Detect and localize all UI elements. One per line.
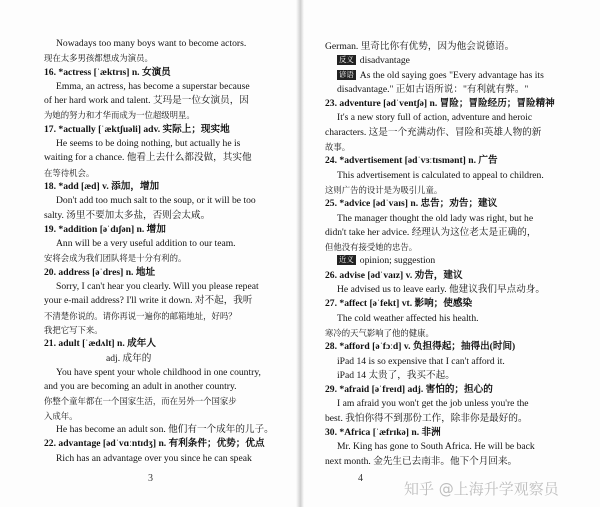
left-text-line: 现在太多男孩都想成为演员。 — [44, 53, 153, 64]
left-text-line: 21. adult [ˈædʌlt] n. 成年人 — [44, 338, 156, 350]
right-text-line: It's a new story full of action, adventure and heroic — [337, 112, 533, 124]
left-text-line: adj. 成年的 — [106, 352, 152, 364]
right-text-line: The cold weather affected his health. — [337, 312, 479, 324]
right-text-line: best. 我怕你得不到那份工作，除非你是最好的。 — [325, 412, 528, 424]
left-text-line: Rich has an advantage over you since he can speak — [56, 452, 252, 464]
left-text-line: salty. 汤里不要加太多盐，否则会太咸。 — [44, 209, 211, 221]
right-text-line: German. 里奇比你有优势，因为他会说德语。 — [325, 41, 515, 52]
left-text-line: Emma, an actress, has become a superstar because — [56, 80, 250, 92]
left-text-line: 16. *actress [ˈæktrɪs] n. 女演员 — [44, 66, 171, 78]
left-text-line: 入成年。 — [44, 410, 78, 421]
right-text-line: This advertisement is calculated to appeal to children. — [337, 169, 544, 181]
page-number-right: 4 — [358, 473, 363, 484]
left-text-line: 为她的努力和才华而成为一位超级明星。 — [44, 110, 195, 121]
page-number-left: 3 — [148, 473, 153, 484]
right-text-line: iPad 14 is so expensive that I can't afford it. — [337, 355, 505, 367]
right-text-line — [325, 254, 575, 268]
right-text-line: 寒冷的天气影响了他的健康。 — [325, 327, 434, 338]
label-tag: 谚语 — [339, 69, 354, 79]
left-text-line: 你整个童年都在一个国家生活，而在另外一个国家步 — [44, 396, 237, 407]
right-text-line: I am afraid you won't get the job unless you're the — [337, 398, 529, 410]
left-text-line: 不清楚你说的。请你再说一遍你的邮箱地址，好吗？ — [44, 310, 237, 321]
right-page-text — [325, 40, 575, 469]
left-text-line: 在等待机会。 — [44, 167, 95, 178]
right-text-line: 24. *advertisement [ədˈvɜːtɪsmənt] n. 广告 — [325, 155, 498, 167]
left-text-line: of her hard work and talent. 艾玛是一位女演员，因 — [44, 95, 249, 107]
right-text-line: 23. adventure [ədˈventʃə] n. 冒险；冒险经历；冒险精神 — [325, 98, 555, 110]
right-text-line: 25. *advice [ədˈvaɪs] n. 忠告；劝告；建议 — [325, 198, 498, 210]
right-text-line: 28. *afford [əˈfɔːd] v. 负担得起；抽得出(时间) — [325, 341, 516, 353]
left-text-line: 17. *actually [ˈæktʃuəli] adv. 实际上；现实地 — [44, 123, 230, 135]
left-text-line: He has become an adult son. 他们有一个成年的儿子。 — [56, 424, 274, 436]
left-page-text — [44, 37, 276, 466]
right-text-line: 故事。 — [325, 142, 351, 153]
left-text-line: You have spent your whole childhood in one country, — [56, 366, 261, 378]
right-text-line: 30. *Africa [ˈæfrɪkə] n. 非洲 — [325, 427, 441, 439]
right-text-line — [325, 54, 575, 68]
right-text-line: 29. *afraid [əˈfreɪd] adj. 害怕的；担心的 — [325, 384, 493, 396]
right-text-line: didn't take her advice. 经理认为这位老太是正确的， — [325, 226, 537, 238]
left-text-line: your e-mail address? I'll write it down. 对不起，我听 — [44, 295, 253, 307]
right-text-line: Mr. King has gone to South Africa. He will be back — [337, 441, 535, 453]
tag-text: opinion; suggestion — [359, 255, 436, 267]
right-text-line: The manager thought the old lady was right, but he — [337, 212, 534, 224]
left-text-line: Nowadays too many boys want to become actors. — [56, 38, 247, 49]
right-text-line: He advised us to leave early. 他建议我们早点动身。 — [337, 284, 545, 296]
right-page — [300, 0, 600, 507]
book-gutter — [296, 0, 304, 507]
left-text-line: Ann will be a very useful addition to our team. — [56, 238, 236, 250]
left-text-line: 20. address [əˈdres] n. 地址 — [44, 266, 156, 278]
right-text-line: disadvantage." 正如古语所说："有利就有弊。" — [337, 83, 529, 95]
right-text-line: 这则广告的设计是为吸引儿童。 — [325, 184, 443, 195]
left-text-line: 安将会成为我们团队将是十分有利的。 — [44, 253, 187, 264]
right-text-line — [325, 69, 575, 83]
left-text-line: 22. advantage [ədˈvɑːntɪdʒ] n. 有利条件；优势；优点 — [44, 438, 265, 450]
right-text-line: next month. 金先生已去南非。他下个月回来。 — [325, 455, 518, 467]
left-text-line: waiting for a chance. 他看上去什么都没做，其实他 — [44, 152, 252, 164]
right-text-line: characters. 这是一个充满动作、冒险和英雄人物的新 — [325, 126, 542, 138]
right-text-line: 26. advise [ədˈvaɪz] v. 劝告，建议 — [325, 269, 463, 281]
left-text-line: and you are becoming an adult in another country. — [44, 381, 237, 393]
tag-text: As the old saying goes "Every advantage has its — [359, 69, 544, 81]
left-text-line: 19. *addition [əˈdɪʃən] n. 增加 — [44, 223, 166, 235]
watermark: 知乎 @上海升学观察员 — [404, 480, 559, 498]
right-text-line: iPad 14 太贵了，我买不起。 — [337, 369, 455, 381]
right-text-line: 但他没有接受她的忠告。 — [325, 242, 418, 253]
right-text-line: 27. *affect [əˈfekt] vt. 影响；使感染 — [325, 298, 473, 310]
left-text-line: Sorry, I can't hear you clearly. Will you please repeat — [56, 281, 259, 293]
left-text-line: 18. *add [æd] v. 添加，增加 — [44, 180, 160, 192]
left-text-line: He seems to be doing nothing, but actually he is — [56, 138, 241, 150]
label-tag: 近义 — [339, 255, 354, 265]
left-text-line: 我把它写下来。 — [44, 324, 103, 335]
label-tag: 反义 — [339, 55, 354, 65]
left-text-line: Don't add too much salt to the soup, or it will be too — [56, 195, 256, 207]
tag-text: disadvantage — [359, 55, 410, 67]
